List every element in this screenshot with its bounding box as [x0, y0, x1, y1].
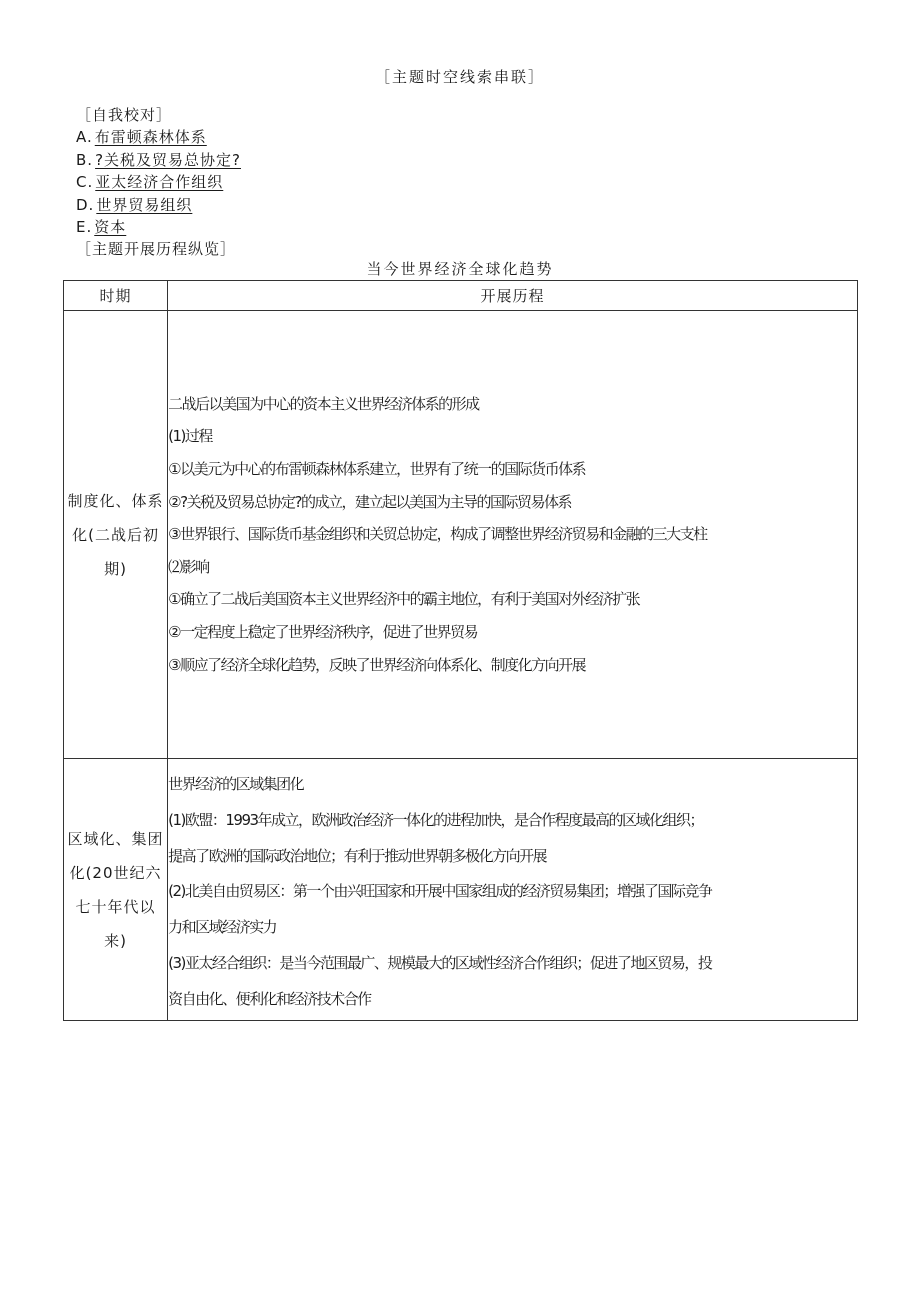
process-line: ⑵影响	[168, 557, 209, 576]
process-line: 提高了欧洲的国际政治地位；有利于推动世界朝多极化方向开展	[168, 846, 547, 865]
process-line: ③顺应了经济全球化趋势，反映了世界经济向体系化、制度化方向开展	[168, 655, 586, 674]
period-cell	[64, 759, 168, 1021]
process-line: 二战后以美国为中心的资本主义世界经济体系的形成	[168, 394, 479, 413]
table-header-row	[64, 281, 858, 311]
item-key: A.	[76, 128, 93, 147]
process-cell	[168, 759, 858, 1021]
item-answer: 资本	[94, 218, 127, 237]
period-line: 化(二战后初	[72, 525, 159, 544]
process-line: (1)欧盟：1993年成立，欧洲政治经济一体化的进程加快，是合作程度最高的区域化组织；	[168, 810, 704, 829]
item-answer: ?关税及贸易总协定?	[95, 150, 241, 169]
process-line: 力和区域经济实力	[168, 918, 277, 937]
header-process: 开展历程	[168, 281, 858, 311]
self-check-item-b	[76, 149, 241, 171]
period-line: 七十年代以	[75, 897, 156, 916]
self-check-item-d	[76, 194, 241, 216]
process-line: ③世界银行、国际货币基金组织和关贸总协定，构成了调整世界经济贸易和金融的三大支柱	[168, 525, 707, 544]
development-table	[63, 280, 858, 1021]
process-line: ②?关税及贸易总协定?的成立，建立起以美国为主导的国际贸易体系	[168, 492, 571, 511]
process-line: ①确立了二战后美国资本主义世界经济中的霸主地位，有利于美国对外经济扩张	[168, 590, 640, 609]
item-answer: 布雷顿森林体系	[94, 128, 207, 147]
item-key: B.	[76, 150, 94, 169]
item-key: E.	[76, 218, 93, 237]
item-answer: 世界贸易组织	[96, 195, 193, 214]
process-line: (2)北美自由贸易区：第一个由兴旺国家和开展中国家组成的经济贸易集团；增强了国际竞争	[168, 882, 712, 901]
process-line: ①以美元为中心的布雷顿森林体系建立，世界有了统一的国际货币体系	[168, 460, 586, 479]
overview-heading: ［主题开展历程纵览］	[76, 240, 237, 259]
self-check-item-e	[76, 216, 241, 238]
period-line: 来)	[104, 931, 127, 950]
header-period: 时期	[64, 281, 168, 311]
process-cell	[168, 311, 858, 759]
item-key: D.	[76, 195, 95, 214]
process-line: (1)过程	[168, 427, 212, 446]
section-heading: ［主题时空线索串联］	[374, 68, 545, 86]
period-line: 区域化、集团	[67, 829, 164, 848]
period-line: 制度化、体系	[67, 491, 164, 510]
period-cell	[64, 311, 168, 759]
self-check-block	[76, 104, 241, 261]
item-answer: 亚太经济合作组织	[95, 173, 224, 192]
table-row	[64, 759, 858, 1021]
self-check-heading: ［自我校对］	[76, 106, 173, 124]
process-line: 资自由化、便利化和经济技术合作	[168, 989, 371, 1008]
process-line: 世界经济的区域集团化	[168, 775, 304, 793]
self-check-item-a	[76, 126, 241, 148]
self-check-item-c	[76, 171, 241, 193]
period-line: 期)	[104, 559, 127, 578]
table-row	[64, 311, 858, 759]
table-title: 当今世界经济全球化趋势	[366, 260, 554, 278]
item-key: C.	[76, 173, 94, 192]
process-line: ②一定程度上稳定了世界经济秩序，促进了世界贸易	[168, 622, 478, 641]
period-line: 化(20世纪六	[69, 863, 162, 882]
process-line: (3)亚太经合组织：是当今范围最广、规模最大的区域性经济合作组织；促进了地区贸易，投	[168, 953, 712, 972]
